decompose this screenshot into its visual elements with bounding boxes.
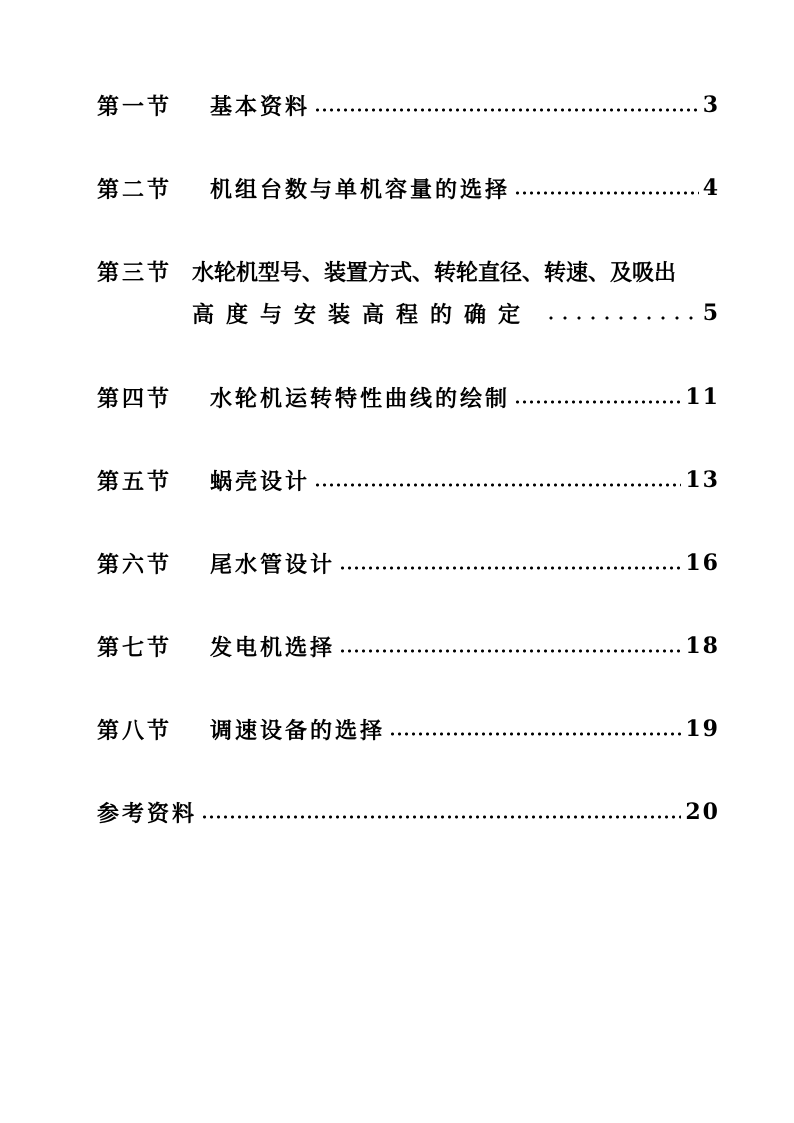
page-number: 3 [702,92,720,118]
toc-entry-3[interactable] [97,254,720,288]
dot-leader [514,191,699,195]
toc-entry-6[interactable] [97,546,720,580]
dot-leader [544,316,699,320]
section-label: 第五节 [97,468,173,495]
page-number: 13 [685,467,720,493]
section-label: 第六节 [97,551,173,578]
page-number: 4 [702,175,720,201]
section-label: 第七节 [97,634,173,661]
section-title: 机组台数与单机容量的选择 [210,176,511,203]
dot-leader [201,815,681,819]
toc-entry-7[interactable] [97,629,720,663]
toc-entry-2[interactable] [97,171,720,205]
toc-entry-1[interactable] [97,88,720,122]
toc-entry-3-continued[interactable] [192,296,720,330]
dot-leader [314,483,681,487]
section-label: 第二节 [97,176,173,203]
section-title: 尾水管设计 [210,551,336,578]
toc-entry-8[interactable] [97,712,720,746]
section-title: 参考资料 [97,800,198,827]
section-title-continued: 高度与安装高程的确定 [192,301,533,328]
section-title: 蜗壳设计 [210,468,311,495]
section-label: 第三节 [97,259,173,286]
section-title: 水轮机运转特性曲线的绘制 [210,385,511,412]
toc-entry-references[interactable] [97,795,720,829]
page-number: 19 [685,716,720,742]
section-title: 发电机选择 [210,634,336,661]
dot-leader [389,732,681,736]
dot-leader [314,108,699,112]
section-label: 第八节 [97,717,173,744]
toc-entry-4[interactable] [97,380,720,414]
page-number: 11 [685,384,720,410]
page-number: 18 [685,633,720,659]
dot-leader [514,400,681,404]
section-label: 第四节 [97,385,173,412]
section-title: 水轮机型号、装置方式、转轮直径、转速、及吸出 [192,259,677,286]
section-title: 调速设备的选择 [210,717,386,744]
page-number: 20 [685,799,720,825]
dot-leader [339,566,681,570]
dot-leader [339,649,681,653]
page-number: 5 [702,300,720,326]
toc-entry-5[interactable] [97,463,720,497]
page-number: 16 [685,550,720,576]
section-title: 基本资料 [210,93,311,120]
section-label: 第一节 [97,93,173,120]
